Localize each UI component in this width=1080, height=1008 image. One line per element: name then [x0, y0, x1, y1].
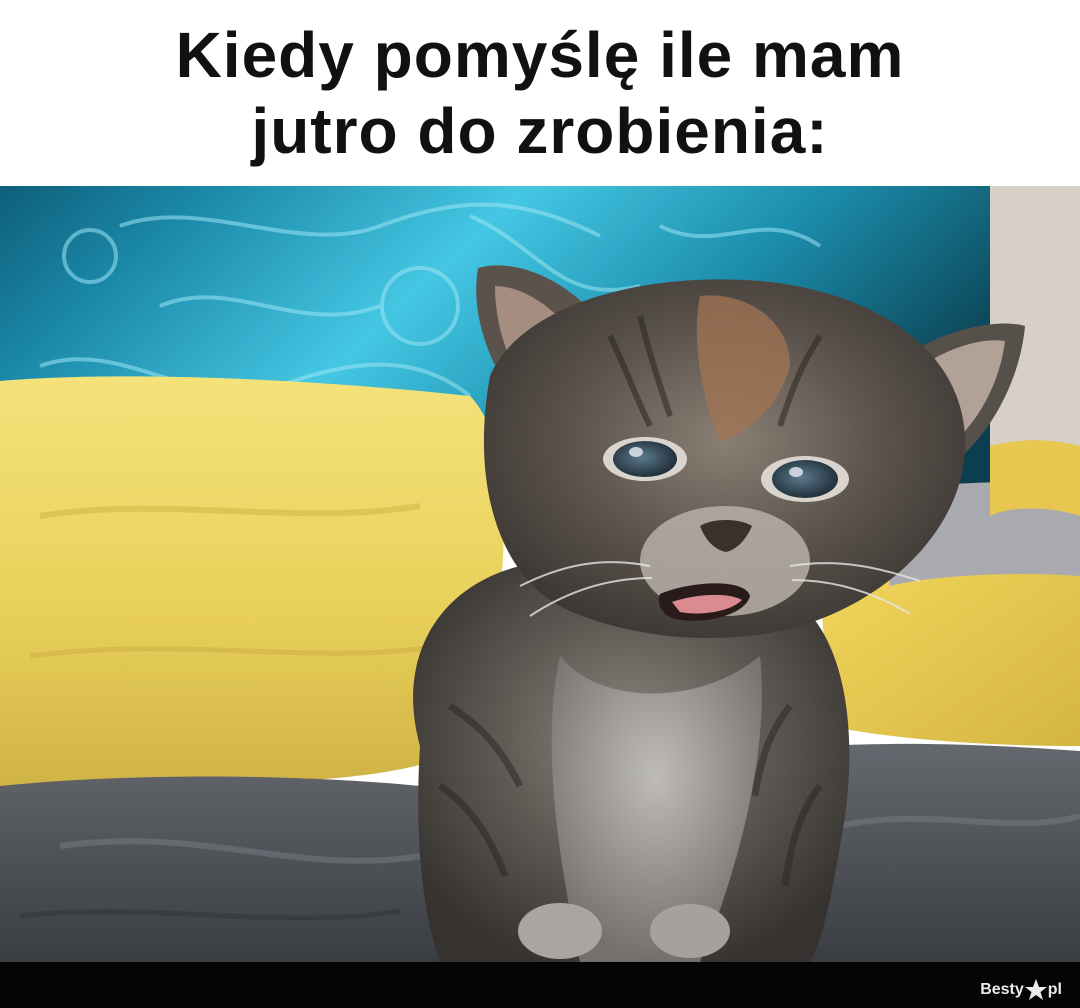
footer-bar: [0, 962, 1080, 1008]
caption-line-1: Kiedy pomyślę ile mam: [175, 19, 905, 91]
besty-watermark: [980, 978, 1062, 1002]
star-icon: [1024, 978, 1048, 1002]
kitten-photo: [0, 186, 1080, 962]
kitten-paw-right: [650, 904, 730, 958]
kitten-paw-left: [518, 903, 602, 959]
watermark-suffix: pl: [1047, 981, 1062, 998]
watermark-prefix: Besty: [980, 981, 1024, 998]
caption-line-2: jutro do zrobienia:: [251, 95, 829, 167]
meme-caption: [0, 0, 1080, 186]
